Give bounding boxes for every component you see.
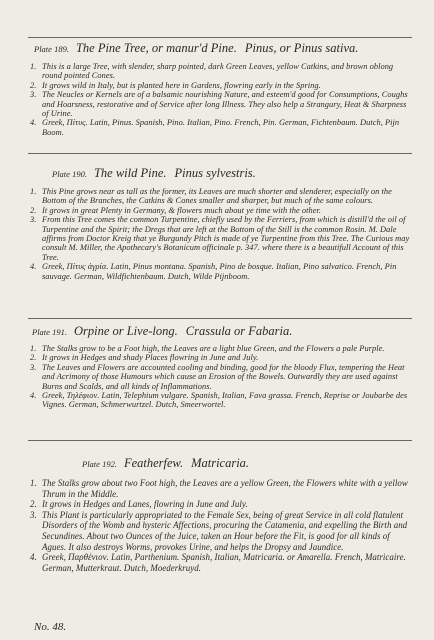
divider bbox=[28, 440, 412, 441]
item-text: It grows in Hedges and shady Places flowring in June and July. bbox=[42, 353, 259, 363]
sheet-number: No. 48. bbox=[34, 621, 67, 633]
plate-section-190 bbox=[30, 165, 412, 281]
plate-section-189 bbox=[30, 40, 412, 137]
divider bbox=[28, 37, 412, 38]
entry-item bbox=[30, 552, 412, 573]
item-number: 3. bbox=[30, 90, 37, 100]
plate-number: Plate 192. bbox=[82, 459, 117, 469]
item-text: Greek, Πίτυς. Latin, Pinus. Spanish, Pino. Italian, Pino. French, Pin. German, Fichtenbaum. Dutch, Pijn Boom. bbox=[42, 118, 400, 137]
entry-item bbox=[30, 90, 412, 118]
entry-item bbox=[30, 510, 412, 552]
item-text: The Leaves and Flowers are accounted cooling and binding, good for the bloody Flux, tempering the Heat and Acrimony of those Humours which cause an Erosion of the Bowels. Outwardly they are used against Burns and Scalds, and all kinds of Inflammations. bbox=[42, 362, 405, 391]
plate-heading bbox=[52, 165, 412, 181]
entry-item bbox=[30, 118, 412, 137]
item-number: 4. bbox=[30, 118, 37, 128]
entry-item bbox=[30, 353, 412, 362]
divider bbox=[28, 153, 412, 154]
entry-item bbox=[30, 206, 412, 215]
divider bbox=[28, 318, 412, 319]
item-number: 4. bbox=[30, 391, 37, 401]
plate-title-english: The Pine Tree, or manur'd Pine. bbox=[75, 41, 237, 55]
item-number: 1. bbox=[30, 478, 37, 488]
item-number: 3. bbox=[30, 509, 37, 520]
item-text: Greek, Παρθένιον. Latin, Parthenium. Spanish, Italian, Matricaria. or Amarella. French, Matricaire. German, Mutterkraut. Dutch, Moederkruyd. bbox=[42, 552, 406, 573]
plate-title-latin: Crassula or Fabaria. bbox=[185, 324, 293, 338]
item-number: 2. bbox=[30, 353, 37, 363]
item-number: 1. bbox=[30, 344, 37, 353]
entry-item bbox=[30, 215, 412, 262]
item-text: The Stalks grow to be a Foot high, the Leaves are a light blue Green, and the Flowers a pale Purple. bbox=[42, 344, 385, 353]
item-text: This Pine grows near as tall as the former, its Leaves are much shorter and slenderer, especially on the Bottom of the Branches, the Catkins & Cones smaller and sharper, but much of the same colours. bbox=[42, 187, 392, 206]
item-number: 3. bbox=[30, 362, 37, 372]
item-text: It grows in Hedges and Lanes, flowring in June and July. bbox=[42, 499, 248, 510]
item-number: 4. bbox=[30, 552, 37, 563]
entry-item bbox=[30, 478, 412, 499]
plate-title-latin: Pinus sylvestris. bbox=[174, 166, 256, 180]
item-number: 2. bbox=[30, 80, 37, 90]
item-text: This Plant is particularly appropriated to the Female Sex, being of great Service in all cold flatulent Disorders of the Womb and hysteric Affections, procuring the Catamenia, and expelling the Birth and Secundines. About two Ounces of the Juice, taken an Hour before the Fit, is good for all kinds of Agues. It also destroys Worms, provokes Urine, and helps the Dropsy and Jaundice. bbox=[42, 509, 408, 552]
plate-section-192 bbox=[30, 455, 412, 573]
item-text: The Stalks grow about two Foot high, the Leaves are a yellow Green, the Flowers white with a yellow Thrum in the Middle. bbox=[42, 478, 408, 499]
plate-title-english: The wild Pine. bbox=[93, 166, 167, 180]
item-text: Greek, Πίτυς ἀγρία. Latin, Pinus montana. Spanish, Pino de bosque. Italian, Pino salvatico. French, Pin sauvage. German, Wildfichtenbaum. Dutch, Wilde Pijnboom. bbox=[42, 262, 397, 281]
entry-item bbox=[30, 187, 412, 206]
plate-number: Plate 190. bbox=[52, 169, 87, 179]
item-number: 1. bbox=[30, 187, 37, 196]
item-number: 1. bbox=[30, 62, 37, 71]
entry-item bbox=[30, 62, 412, 81]
item-number: 2. bbox=[30, 205, 37, 215]
item-text: This is a large Tree, with slender, sharp pointed, dark Green Leaves, yellow Catkins, and brown oblong round pointed Cones. bbox=[42, 62, 394, 81]
entry-item bbox=[30, 391, 412, 410]
entry-item bbox=[30, 499, 412, 510]
item-text: Greek, Τηλέφιον. Latin, Telephium vulgare. Spanish, Italian, Fava grassa. French, Reprise or Joubarbe des Vignes. German, Schmerwurtzel. Dutch, Smeerwortel. bbox=[42, 391, 408, 410]
item-text: The Neucles or Kernels are of a balsamic nourishing Nature, and esteem'd good for Consumptions, Coughs and Hoarsness, restorative and of Service after long Illness. They also help a Strangury, Heat & Sharpness of Urine. bbox=[42, 90, 408, 119]
item-text: From this Tree comes the common Turpentine, chiefly used by the Ferriers, from which is distill'd the oil of Turpentine and the Spirit; the Dregs that are left at the Bottom of the Still is the common Rosin. M. Dale affirms from Doctor Kreig that ye Burgundy Pitch is made of ye Turpentine from this Tree. The Curious may consult M. Miller, the Apothecary's Botanicum officinale p. 347. where there is a beautifull Account of this Tree. bbox=[42, 215, 410, 262]
plate-title-english: Featherfew. bbox=[123, 456, 184, 470]
plate-heading bbox=[82, 455, 412, 471]
plate-number: Plate 191. bbox=[32, 327, 67, 337]
plate-section-191 bbox=[30, 323, 412, 410]
item-text: It grows wild in Italy, but is planted here in Gardens, flowring early in the Spring. bbox=[42, 80, 321, 90]
entry-item bbox=[30, 363, 412, 391]
entry-item bbox=[30, 81, 412, 90]
plate-number: Plate 189. bbox=[34, 44, 69, 54]
entry-item bbox=[30, 262, 412, 281]
plate-heading bbox=[32, 323, 412, 339]
plate-heading bbox=[34, 40, 412, 56]
plate-title-english: Orpine or Live-long. bbox=[73, 324, 178, 338]
item-number: 4. bbox=[30, 262, 37, 272]
entry-item bbox=[30, 344, 412, 353]
item-number: 3. bbox=[30, 215, 37, 225]
item-number: 2. bbox=[30, 499, 37, 510]
item-text: It grows in great Plenty in Germany, & flowers much about ye time with the other. bbox=[42, 205, 322, 215]
plate-title-latin: Matricaria. bbox=[191, 456, 250, 470]
plate-title-latin: Pinus, or Pinus sativa. bbox=[244, 41, 359, 55]
